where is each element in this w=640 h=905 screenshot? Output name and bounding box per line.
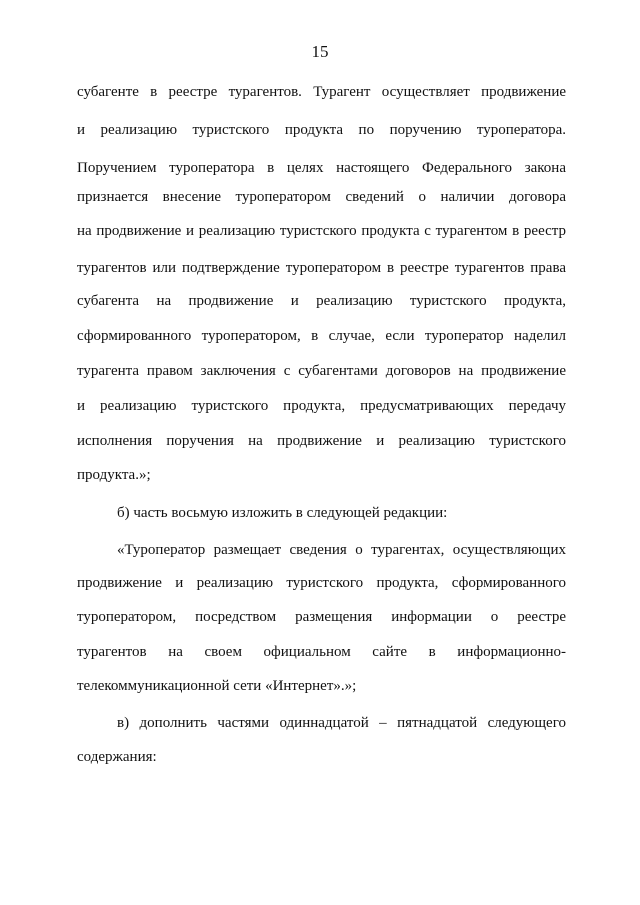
text-line: «Туроператор размещает сведения о турагентах, осуществляющих [117, 542, 566, 558]
text-line: турагентов или подтверждение туроператором в реестре турагентов права [77, 260, 566, 276]
text-line: в) дополнить частями одиннадцатой – пятнадцатой следующего [117, 715, 566, 731]
text-line: турагентов на своем официальном сайте в информационно- [77, 644, 566, 660]
text-line: б) часть восьмую изложить в следующей редакции: [117, 505, 448, 521]
text-line: телекоммуникационной сети «Интернет».»; [77, 678, 357, 694]
text-line: туроператором, посредством размещения информации о реестре [77, 609, 566, 625]
text-line: и реализацию туристского продукта, предусматривающих передачу [77, 398, 566, 414]
text-line: продвижение и реализацию туристского продукта, сформированного [77, 575, 566, 591]
text-line: сформированного туроператором, в случае, если туроператор наделил [77, 328, 566, 344]
text-line: продукта.»; [77, 467, 151, 483]
text-line: содержания: [77, 749, 157, 765]
text-line: субагенте в реестре турагентов. Турагент осуществляет продвижение [77, 84, 566, 100]
text-line: субагента на продвижение и реализацию туристского продукта, [77, 293, 566, 309]
text-line: исполнения поручения на продвижение и реализацию туристского [77, 433, 566, 449]
page-number: 15 [311, 42, 329, 61]
text-line: турагента правом заключения с субагентами договоров на продвижение [77, 363, 566, 379]
text-line: и реализацию туристского продукта по поручению туроператора. [77, 122, 566, 138]
text-line: Поручением туроператора в целях настоящего Федерального закона [77, 160, 566, 176]
text-line: признается внесение туроператором сведений о наличии договора [77, 189, 566, 205]
text-line: на продвижение и реализацию туристского продукта с турагентом в реестр [77, 223, 566, 239]
